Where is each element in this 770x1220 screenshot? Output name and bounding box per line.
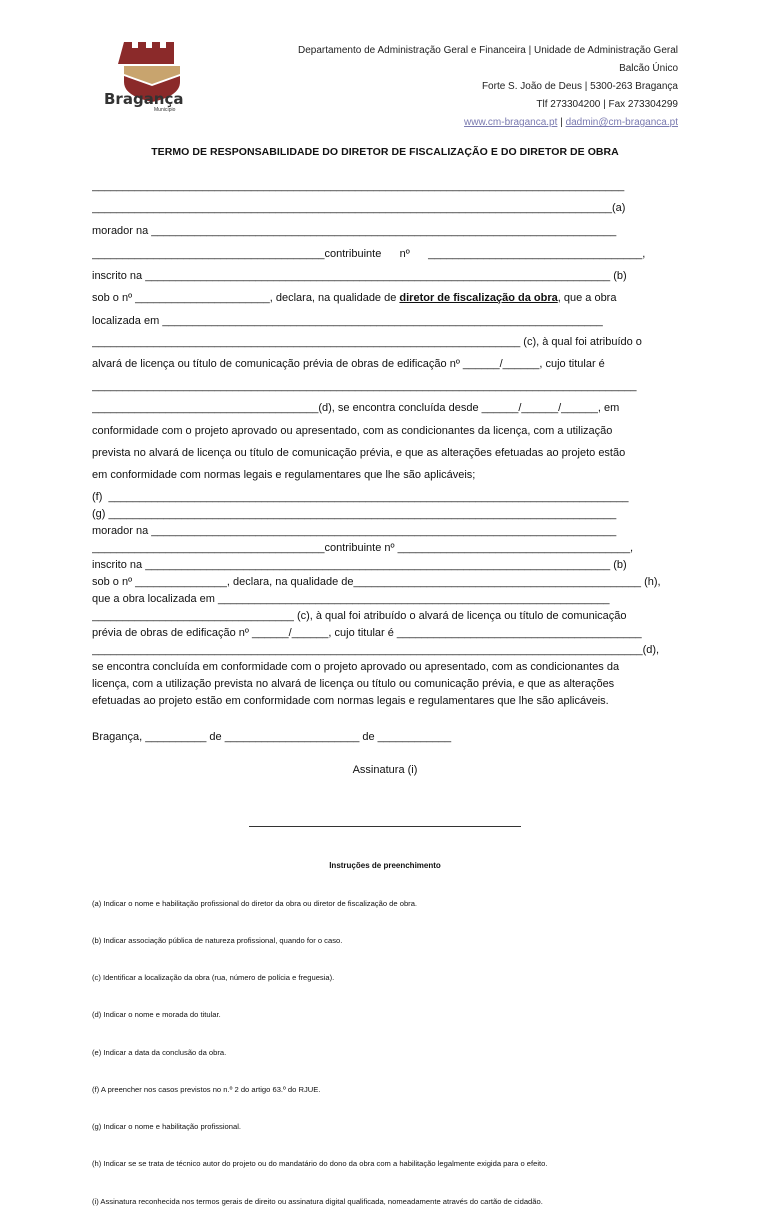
instruction-item: (b) Indicar associação pública de natureza profissional, quando for o caso.	[92, 936, 343, 946]
form-line-17: morador na ____________________________________________________________________________	[92, 525, 617, 537]
document-title: TERMO DE RESPONSABILIDADE DO DIRETOR DE FISCALIZAÇÃO E DO DIRETOR DE OBRA	[151, 146, 619, 158]
email-link[interactable]: dadmin@cm-braganca.pt	[565, 117, 678, 128]
form-line-20: sob o nº _______________, declara, na qualidade de_______________________________________________ (h),	[92, 576, 661, 588]
form-line-4: ______________________________________contribuinte nº ___________________________________,	[92, 248, 646, 260]
instruction-item: (i) Assinatura reconhecida nos termos gerais de direito ou assinatura digital qualificada, nomeadamente através do cartão de cidadão.	[92, 1196, 543, 1206]
instructions-list	[92, 873, 548, 1220]
header-contact	[298, 42, 678, 132]
instruction-item: (c) Identificar a localização da obra (rua, número de polícia e freguesia).	[92, 973, 335, 983]
form-line-21: que a obra localizada em ________________________________________________________________	[92, 593, 610, 605]
place-date-line: Bragança, __________ de ______________________ de ____________	[92, 731, 452, 743]
address-line: Forte S. João de Deus | 5300-263 Bragança	[481, 81, 678, 92]
form-line-2: _____________________________________________________________________________________(a)	[92, 202, 626, 214]
instruction-item: (g) Indicar o nome e habilitação profissional.	[92, 1122, 242, 1132]
form-line-6-a: sob o nº ______________________, declara, na qualidade de	[92, 292, 397, 304]
signature-label: Assinatura (i)	[352, 764, 418, 776]
form-line-8: ______________________________________________________________________ (c), à qual foi atribuído o	[92, 336, 642, 348]
form-line-18: ______________________________________contribuinte nº ______________________________________,	[92, 542, 634, 554]
link-separator: |	[557, 117, 566, 128]
department-line: Departamento de Administração Geral e Financeira | Unidade de Administração Geral	[297, 45, 678, 56]
form-line-11: _____________________________________(d), se encontra concluída desde ______/______/______, em	[92, 402, 620, 414]
form-line-3: morador na ____________________________________________________________________________	[92, 225, 617, 237]
form-line-13: prevista no alvará de licença ou título de comunicação prévia, e que as alterações efetuadas ao projeto estão	[92, 447, 626, 459]
form-line-6	[92, 292, 680, 304]
form-line-10: _________________________________________________________________________________________	[92, 380, 637, 392]
instruction-item: (d) Indicar o nome e morada do titular.	[92, 1010, 221, 1020]
instruction-item: (f) A preencher nos casos previstos no n.º 2 do artigo 63.º do RJUE.	[92, 1084, 321, 1094]
website-link[interactable]: www.cm-braganca.pt	[464, 117, 558, 128]
logo-wordmark: Bragança	[104, 90, 184, 108]
instruction-item: (h) Indicar se se trata de técnico autor do projeto ou do mandatário do dono da obra com a habilitação legalmente exigida para o efeito.	[92, 1159, 548, 1169]
logo-subtitle: Município	[154, 107, 176, 113]
form-line-5: inscrito na ____________________________________________________________________________ (b)	[92, 270, 627, 282]
form-line-19: inscrito na ____________________________________________________________________________ (b)	[92, 559, 627, 571]
phone-line: Tlf 273304200 | Fax 273304299	[536, 99, 678, 110]
form-line-27: efetuadas ao projeto estão em conformidade com normas legais e regulamentares que lhe são aplicáveis.	[92, 695, 609, 707]
form-line-22: _________________________________ (c), à qual foi atribuído o alvará de licença ou título de comunicação	[92, 610, 627, 622]
braganca-logo	[102, 40, 192, 116]
form-line-26: licença, com a utilização prevista no alvará de licença ou título ou comunicação prévia, e que as alterações	[92, 678, 615, 690]
form-line-25: se encontra concluída em conformidade com o projeto aprovado ou apresentado, com as condicionantes da	[92, 661, 620, 673]
form-line-23: prévia de obras de edificação nº ______/______, cujo titular é ________________________________________	[92, 627, 642, 639]
office-line: Balcão Único	[619, 63, 678, 74]
form-line-14: em conformidade com normas legais e regulamentares que lhe são aplicáveis;	[92, 469, 476, 481]
instruction-item: (a) Indicar o nome e habilitação profissional do diretor da obra ou diretor de fiscalização de obra.	[92, 898, 418, 908]
form-line-24: __________________________________________________________________________________________(d),	[92, 644, 660, 656]
role-director-fiscalization: diretor de fiscalização da obra	[399, 292, 558, 304]
signature-line	[249, 826, 521, 827]
form-line-12: conformidade com o projeto aprovado ou apresentado, com as condicionantes da licença, com a utilização	[92, 425, 613, 437]
form-line-6-c: , que a obra	[557, 292, 617, 304]
instruction-item: (e) Indicar a data da conclusão da obra.	[92, 1047, 227, 1057]
form-line-1: _______________________________________________________________________________________	[92, 180, 625, 192]
form-line-7: localizada em ________________________________________________________________________	[92, 315, 603, 327]
form-line-9: alvará de licença ou título de comunicação prévia de obras de edificação nº ______/______, cujo titular é	[92, 358, 605, 370]
instructions-title: Instruções de preenchimento	[329, 861, 441, 870]
form-line-15: (f) _____________________________________________________________________________________	[92, 491, 629, 503]
form-line-16: (g) ___________________________________________________________________________________	[92, 508, 617, 520]
links-line	[298, 114, 678, 132]
